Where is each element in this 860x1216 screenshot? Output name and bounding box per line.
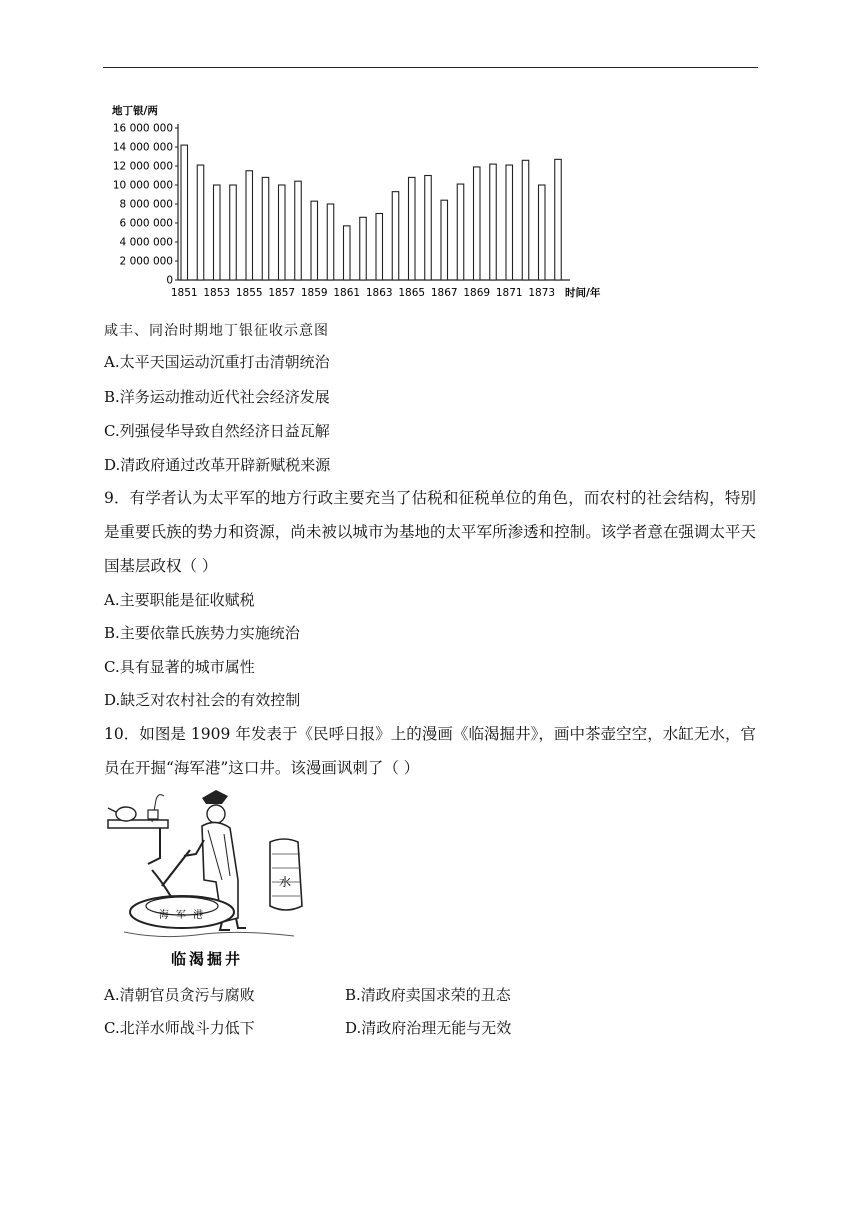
- x-tick-label: 1865: [398, 287, 426, 299]
- bar-1867: [441, 200, 448, 280]
- cartoon-illustration: [104, 790, 310, 975]
- cartoon-title: 临渴掘井: [170, 950, 244, 968]
- bar-1856: [262, 177, 269, 280]
- q10-option-a: A.清朝官员贪污与腐败: [104, 986, 255, 1004]
- bar-1862: [360, 217, 367, 280]
- bar-1869: [474, 167, 481, 280]
- header-rule: [103, 67, 758, 68]
- y-tick-label: 12 000 000: [112, 160, 173, 173]
- bar-1874: [555, 159, 562, 280]
- y-tick-label: 8 000 000: [119, 198, 173, 211]
- y-axis-label: 地丁银/两: [112, 105, 158, 117]
- bar-1865: [409, 177, 416, 280]
- bar-1873: [539, 185, 546, 280]
- y-tick-label: 0: [166, 274, 173, 287]
- chart-svg: [108, 100, 618, 305]
- cartoon-well-label: 海 军 港: [158, 910, 206, 921]
- q8-option-d: D.清政府通过改革开辟新赋税来源: [104, 456, 331, 474]
- bar-1854: [230, 185, 237, 280]
- q10-option-d: D.清政府治理无能与无效: [345, 1019, 512, 1037]
- q9-option-d: D.缺乏对农村社会的有效控制: [104, 691, 301, 709]
- x-tick-label: 1855: [235, 287, 263, 299]
- y-tick-label: 14 000 000: [112, 141, 173, 154]
- x-tick-label: 1873: [528, 287, 556, 299]
- bar-1859: [311, 201, 318, 280]
- x-tick-label: 1869: [463, 287, 491, 299]
- q9-option-b: B.主要依靠氏族势力实施统治: [104, 624, 300, 642]
- bar-1872: [522, 160, 529, 280]
- q8-option-b: B.洋务运动推动近代社会经济发展: [104, 388, 330, 406]
- bar-1860: [327, 204, 334, 280]
- bar-1863: [376, 214, 383, 281]
- x-tick-label: 1871: [495, 287, 523, 299]
- x-tick-label: 1859: [300, 287, 328, 299]
- bar-1861: [344, 226, 351, 280]
- q10-option-c: C.北洋水师战斗力低下: [104, 1019, 255, 1037]
- y-tick-label: 2 000 000: [119, 255, 173, 268]
- x-tick-label: 1851: [170, 287, 198, 299]
- cartoon-jar-label: 水: [278, 875, 292, 889]
- land-tax-chart: [108, 100, 618, 305]
- bar-1857: [279, 185, 286, 280]
- y-tick-label: 6 000 000: [119, 217, 173, 230]
- y-tick-label: 10 000 000: [112, 179, 173, 192]
- bar-1871: [506, 165, 513, 280]
- q8-option-c: C.列强侵华导致自然经济日益瓦解: [104, 422, 330, 440]
- q9-option-a: A.主要职能是征收赋税: [104, 591, 255, 609]
- bar-1851: [181, 145, 188, 280]
- bar-1852: [197, 165, 204, 280]
- bar-1870: [490, 164, 497, 280]
- bar-1853: [214, 185, 221, 280]
- y-tick-label: 16 000 000: [112, 122, 173, 135]
- x-tick-label: 1853: [203, 287, 231, 299]
- bar-1864: [392, 192, 399, 280]
- y-tick-label: 4 000 000: [119, 236, 173, 249]
- x-axis-label: 时间/年: [565, 287, 601, 299]
- x-tick-label: 1861: [333, 287, 361, 299]
- bar-1855: [246, 171, 253, 280]
- q10-stem: 10．如图是 1909 年发表于《民呼日报》上的漫画《临渴掘井》，画中茶壶空空，水缸无水，官员在开掘“海军港”这口井。该漫画讽刺了（ ）: [104, 725, 756, 777]
- q9-stem: 9．有学者认为太平军的地方行政主要充当了估税和征税单位的角色，而农村的社会结构，特别是重要氏族的势力和资源，尚未被以城市为基地的太平军所渗透和控制。该学者意在强调太平天国基层政权（ ）: [104, 489, 756, 575]
- q8-option-a: A.太平天国运动沉重打击清朝统治: [104, 353, 330, 371]
- bar-1868: [457, 184, 464, 280]
- bar-1858: [295, 181, 302, 280]
- q9-option-c: C.具有显著的城市属性: [104, 658, 255, 676]
- x-tick-label: 1857: [268, 287, 296, 299]
- chart-caption: 咸丰、同治时期地丁银征收示意图: [104, 323, 329, 339]
- x-tick-label: 1863: [365, 287, 393, 299]
- q10-option-b: B.清政府卖国求荣的丑态: [345, 986, 511, 1004]
- x-tick-label: 1867: [430, 287, 458, 299]
- bar-1866: [425, 176, 432, 281]
